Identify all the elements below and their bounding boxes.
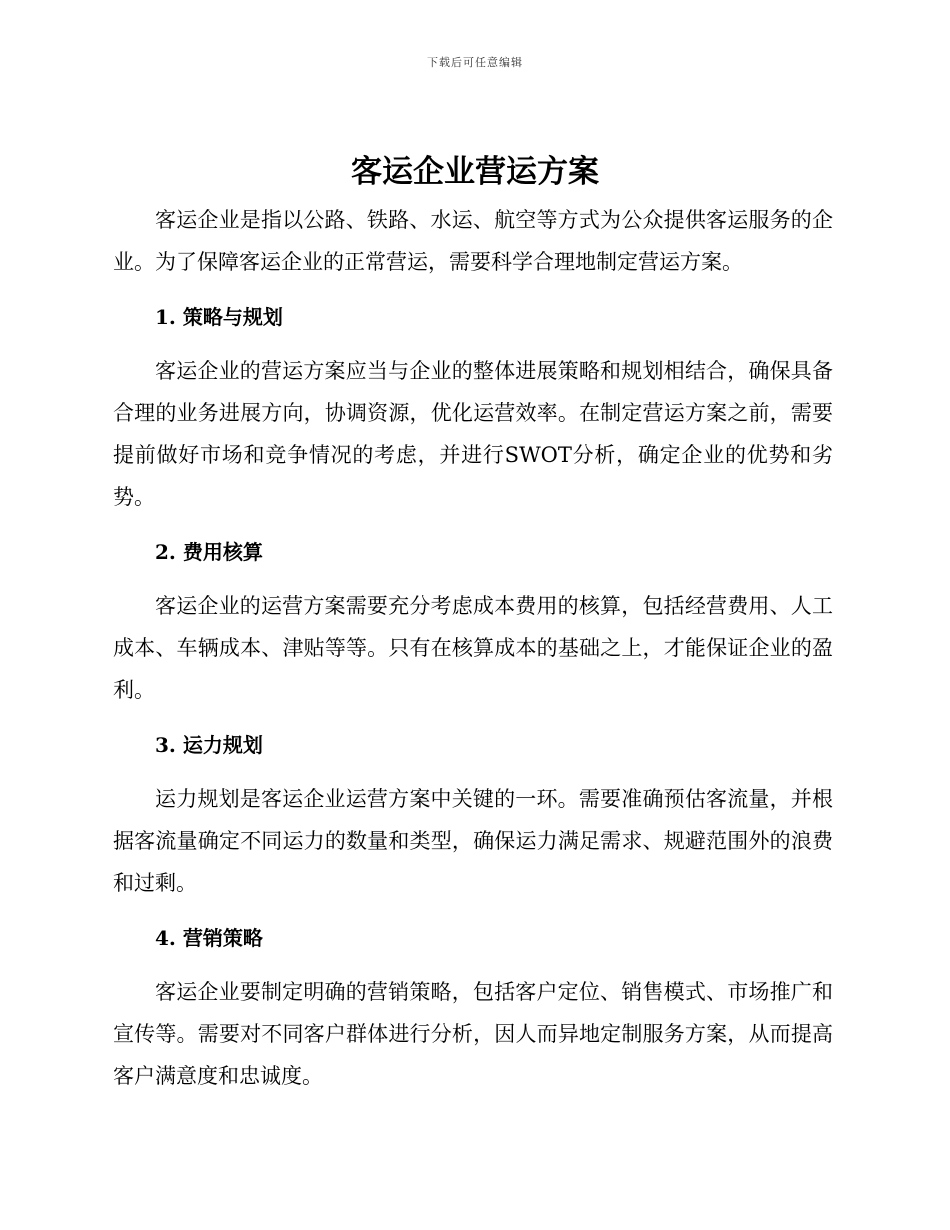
document-body (113, 199, 833, 1097)
intro-paragraph: 客运企业是指以公路、铁路、水运、航空等方式为公众提供客运服务的企业。为了保障客运企业的正常营运，需要科学合理地制定营运方案。 (113, 208, 833, 274)
section-body-marketing: 客运企业要制定明确的营销策略，包括客户定位、销售模式、市场推广和宣传等。需要对不同客户群体进行分析，因人而异地定制服务方案，从而提高客户满意度和忠诚度。 (113, 980, 833, 1088)
page-header-note: 下载后可任意编辑 (427, 56, 523, 69)
section-body-strategy: 客运企业的营运方案应当与企业的整体进展策略和规划相结合，确保具备合理的业务进展方向，协调资源，优化运营效率。在制定营运方案之前，需要提前做好市场和竞争情况的考虑，并进行SWOT分析，确定企业的优势和劣势。 (113, 359, 833, 509)
section-heading-capacity: 3. 运力规划 (155, 733, 263, 757)
document-title: 客运企业营运方案 (351, 154, 599, 190)
section-body-capacity: 运力规划是客运企业运营方案中关键的一环。需要准确预估客流量，并根据客流量确定不同运力的数量和类型，确保运力满足需求、规避范围外的浪费和过剩。 (113, 787, 833, 895)
section-heading-cost: 2. 费用核算 (155, 540, 263, 564)
section-body-cost: 客运企业的运营方案需要充分考虑成本费用的核算，包括经营费用、人工成本、车辆成本、津贴等等。只有在核算成本的基础之上，才能保证企业的盈利。 (113, 594, 833, 702)
section-heading-strategy: 1. 策略与规划 (155, 305, 283, 329)
section-heading-marketing: 4. 营销策略 (155, 926, 263, 950)
